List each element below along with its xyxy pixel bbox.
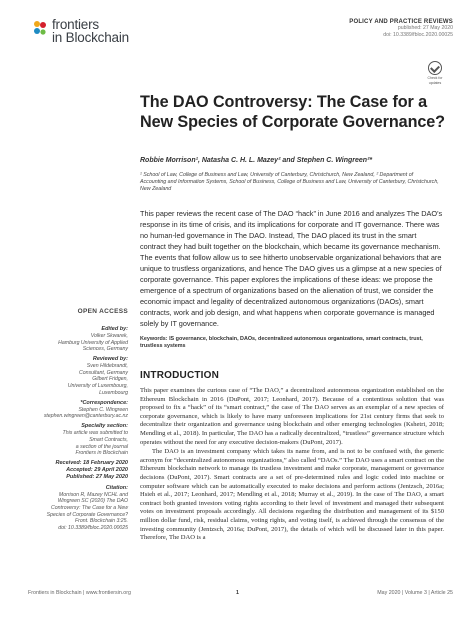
check-for-updates-badge[interactable] [427, 61, 443, 85]
journal-name-line1: frontiers [52, 17, 99, 32]
journal-logo [32, 18, 129, 44]
sidebar-line: Controversy: The Case for a New [51, 505, 128, 511]
sidebar-line: Morrison R, Mazey NCHL and [58, 491, 128, 498]
article-header-info [349, 19, 453, 38]
footer-volume-info: May 2020 | Volume 3 | Article 25 [377, 590, 453, 596]
sidebar-line: University of Luxembourg, [67, 383, 128, 390]
sidebar-label: Citation: [105, 484, 128, 491]
crossmark-label-2: updates [428, 81, 442, 85]
page-number: 1 [236, 590, 239, 596]
sidebar-line: Species of Corporate Governance? [46, 511, 128, 518]
article-type: POLICY AND PRACTICE REVIEWS [349, 19, 453, 25]
sidebar-line: Sven Hildebrandt, [86, 363, 128, 370]
article-sidebar [20, 308, 128, 535]
body-text [140, 387, 444, 544]
sidebar-label: Specialty section: [81, 423, 128, 430]
body-paragraph: This paper examines the curious case of “The DAO,” a decentralized autonomous organization established on the Ethereum Blockchain in 2016 (DuPont, 2017; Leonhard, 2017). Because of a contentious solution that was proposed to fix a “hack” of its “smart contract,” the case of The DAO serves as an exemplar of a new species of corporate governance, which is likely to have many unforeseen implications for 21st century firms that seek to decentralize their organization and governance using blockchain and other emerging technologies (Kshetri, 2018; Mendling et al., 2018). In particular, The DAO has a radically decentralized, “trustless” governance structure which operates without the need for any executive decision-makers (DuPont, 2017). [140, 387, 444, 446]
sidebar-line: Volker Skwarek, [90, 333, 128, 339]
affiliations: ¹ School of Law, College of Business and Law, University of Canterbury, Christchurch, New Zealand, ² Department of Accounting and Information Systems, School of Business, College of Business and Law, University of Canterbury, Christchurch, New Zealand [140, 172, 439, 192]
correspondence-email-link[interactable]: stephen.wingreen@canterbury.ac.nz [43, 413, 128, 420]
sidebar-line: a section of the journal [75, 443, 128, 450]
article-title: The DAO Controversy: The Case for a New Species of Corporate Governance? [140, 93, 445, 131]
crossmark-icon [428, 61, 442, 75]
sidebar-line: Smart Contracts, [89, 437, 128, 444]
authors: Robbie Morrison¹, Natasha C. H. L. Mazey² and Stephen C. Wingreen²* [140, 157, 373, 164]
sidebar-line: Front. Blockchain 3:25. [74, 518, 128, 525]
published-date-sidebar: Published: 27 May 2020 [66, 474, 128, 481]
frontiers-logo-icon [32, 20, 48, 36]
body-paragraph: The DAO is an investment company which takes its name from, and is not to be confused with, the generic acronym for “decentralized autonomous organizations,” also called “DAOs.” The DAO uses a smart contract on the Ethereum blockchain network to manage its trustless investment and make corporate, management or governance decisions (DuPont, 2017). Smart contracts are a set of pre-determined rules and logic coded into machine or computer software which can be automatically executed to make decisions and perform actions (Jentzsch, 2016a; Hsieh et al., 2017; Leonhard, 2017; Mendling et al., 2018; Murray et al., 2019). In the case of The DAO, a smart contract both granted investors voting rights according to their level of investment and managed their subsequent votes on investment proposals accordingly. All decisions regarding the distribution and management of its $150 million dollar fund, risk, residual claims, voting rights, and voting itself, is achieved through the consensus of the investing community (Jentzsch, 2016a; DuPont, 2017), the details of which will be discussed later in this paper. Therefore, The DAO is a [140, 448, 444, 542]
sidebar-line: Hamburg University of Applied [58, 339, 128, 346]
accepted-date: Accepted: 29 April 2020 [66, 467, 128, 474]
specialty-section-block [20, 423, 128, 456]
published-date: published: 27 May 2020 [397, 25, 453, 31]
correspondence-block [20, 400, 128, 420]
open-access-label: OPEN ACCESS [77, 308, 128, 315]
journal-name-line2: in Blockchain [52, 30, 129, 45]
keywords-list: IS governance, blockchain, DAOs, decentralized autonomous organizations, smart contracts, trust, trustless systems [140, 336, 423, 349]
citation-block [20, 485, 128, 532]
sidebar-line: Luxembourg [99, 389, 128, 396]
sidebar-line: Frontiers in Blockchain [75, 450, 128, 457]
doi[interactable]: doi: 10.3389/fbloc.2020.00025 [383, 31, 453, 38]
edited-by-block [20, 326, 128, 353]
sidebar-line: Consultant, Germany [78, 369, 128, 376]
sidebar-line: Sciences, Germany [82, 346, 128, 353]
sidebar-label: Reviewed by: [92, 356, 128, 363]
keywords [140, 336, 444, 350]
received-date: Received: 18 February 2020 [55, 460, 128, 467]
sidebar-label: Edited by: [101, 326, 128, 332]
keywords-label: Keywords: [140, 336, 168, 342]
sidebar-line: Wingreen SC (2020) The DAO [57, 498, 128, 505]
sidebar-line: This article was submitted to [62, 430, 128, 437]
introduction-heading: INTRODUCTION [140, 370, 220, 381]
reviewed-by-block [20, 356, 128, 396]
crossmark-label-1: Check for [427, 76, 443, 80]
sidebar-line: Stephen C. Wingreen [78, 406, 128, 413]
citation-doi-link[interactable]: doi: 10.3389/fbloc.2020.00025 [58, 524, 128, 531]
abstract: This paper reviews the recent case of The DAO “hack” in June 2016 and analyzes The DAO’s response in its time of crisis, and its implications for corporate and IT governance. There was no human-led governance in The DAO. Instead, The DAO placed its trust in the smart contract they had built together on the blockchain, which became its governance mechanism. The events that follow allow us to see hitherto unobservable organizational behaviors that are unique to trustless organizations, and hence The DAO gives us a glimpse at a new species of corporate governance. This paper explores the implications of these ideas: we propose the emergence of a spectrum of organizations based on the alienation of trust, we consider the economic impact and legality of decentralized autonomous organizations (DAOs), smart contracts, work and job design, and what happens when corporate governance is managed solely by IT governance. [140, 209, 443, 328]
sidebar-label: *Correspondence: [80, 399, 128, 406]
sidebar-line: Gilbert Fridgen, [92, 376, 128, 383]
footer-journal-link[interactable]: Frontiers in Blockchain | www.frontiersin.org [28, 590, 131, 596]
dates-block [20, 460, 128, 481]
